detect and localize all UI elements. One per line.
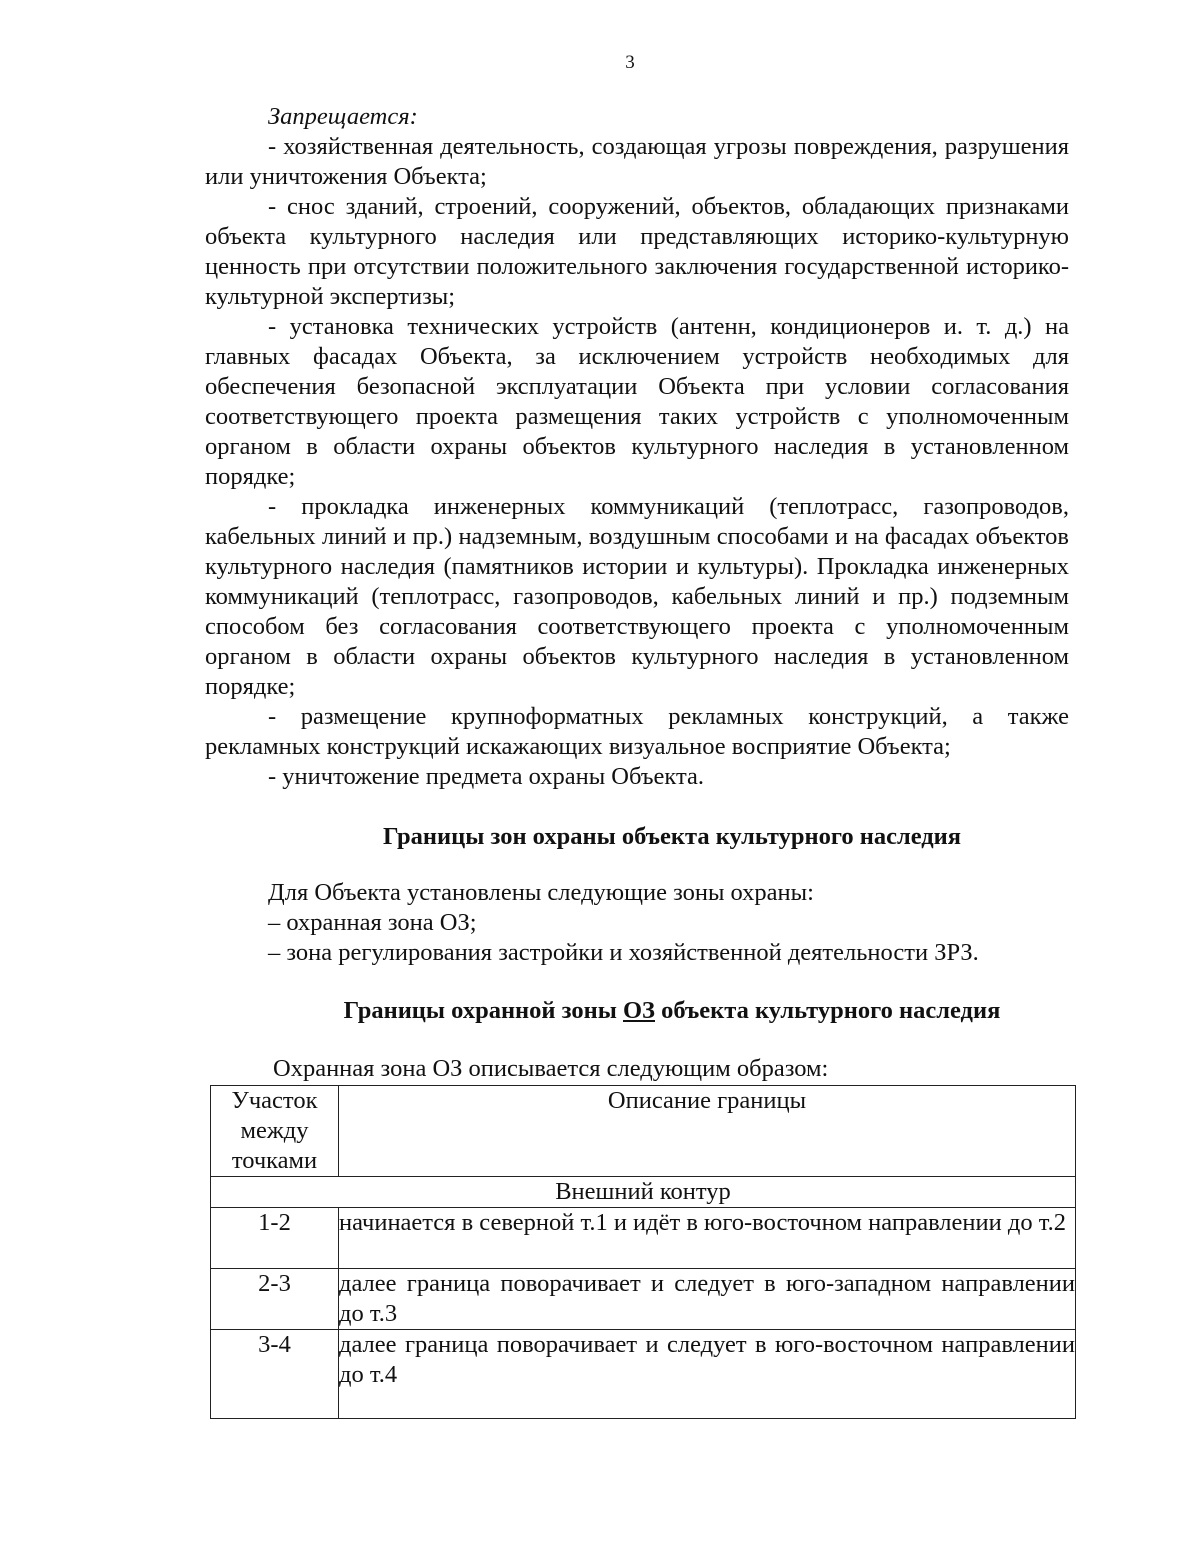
segment-cell: 3-4 — [211, 1330, 339, 1419]
boundary-table — [210, 1085, 1076, 1419]
description-text: далее граница поворачивает и следует в юго-восточном направлении до т.4 — [339, 1331, 1075, 1388]
segment-header-line: точками — [231, 1147, 318, 1174]
document-body — [205, 100, 1069, 1083]
table-row — [211, 1330, 1076, 1419]
oz-heading-after: объекта культурного наследия — [655, 997, 1001, 1024]
description-cell — [339, 1330, 1076, 1419]
prohibited-item: - хозяйственная деятельность, создающая угрозы повреждения, разрушения или уничтожения Объекта; — [205, 133, 1069, 190]
page-number: 3 — [625, 52, 635, 73]
contour-row — [211, 1177, 1076, 1208]
contour-label: Внешний контур — [211, 1177, 1076, 1208]
oz-heading — [205, 996, 1069, 1026]
oz-heading-code: ОЗ — [623, 997, 655, 1024]
table-row — [211, 1208, 1076, 1269]
table-header-row — [211, 1086, 1076, 1177]
table-row — [211, 1269, 1076, 1330]
zone-item: – зона регулирования застройки и хозяйственной деятельности ЗРЗ. — [268, 939, 979, 966]
prohibited-item: - уничтожение предмета охраны Объекта. — [268, 763, 704, 790]
oz-intro: Охранная зона ОЗ описывается следующим образом: — [273, 1055, 829, 1082]
zones-list — [205, 878, 1069, 968]
segment-cell: 2-3 — [211, 1269, 339, 1330]
zones-intro: Для Объекта установлены следующие зоны охраны: — [268, 879, 814, 906]
prohibited-item: - установка технических устройств (антенн, кондиционеров и. т. д.) на главных фасадах Объекта, за исключением устройств необходимых для обеспечения безопасной эксплуатации Объекта при условии согласования соответствующего проекта размещения таких устройств с уполномоченным органом в области охраны объектов культурного наследия в установленном порядке; — [205, 313, 1069, 490]
segment-cell: 1-2 — [211, 1208, 339, 1269]
zone-item: – охранная зона ОЗ; — [268, 909, 477, 936]
segment-header-line: между — [240, 1117, 309, 1144]
prohibited-item: - прокладка инженерных коммуникаций (теплотрасс, газопроводов, кабельных линий и пр.) надземным, воздушным способами и на фасадах объектов культурного наследия (памятников истории и культуры). Прокладка инженерных коммуникаций (теплотрасс, газопроводов, кабельных линий и пр.) подземным способом без согласования соответствующего проекта с уполномоченным органом в области охраны объектов культурного наследия в установленном порядке; — [205, 493, 1069, 700]
description-text: далее граница поворачивает и следует в юго-западном направлении до т.3 — [339, 1270, 1075, 1327]
segment-column-header — [211, 1086, 339, 1177]
description-column-header: Описание границы — [339, 1086, 1076, 1177]
prohibited-heading: Запрещается: — [268, 103, 418, 130]
oz-heading-before: Границы охранной зоны — [343, 997, 623, 1024]
description-cell — [339, 1269, 1076, 1330]
description-cell — [339, 1208, 1076, 1269]
description-text: начинается в северной т.1 и идёт в юго-восточном направлении до т.2 — [339, 1209, 1066, 1236]
prohibited-item: - снос зданий, строений, сооружений, объектов, обладающих признаками объекта культурного наследия или представляющих историко-культурную ценность при отсутствии положительного заключения государственной историко-культурной экспертизы; — [205, 193, 1069, 310]
prohibited-item: - размещение крупноформатных рекламных конструкций, а также рекламных конструкций искажающих визуальное восприятие Объекта; — [205, 703, 1069, 760]
segment-header-line: Участок — [231, 1087, 318, 1114]
zones-heading: Границы зон охраны объекта культурного наследия — [382, 823, 962, 850]
